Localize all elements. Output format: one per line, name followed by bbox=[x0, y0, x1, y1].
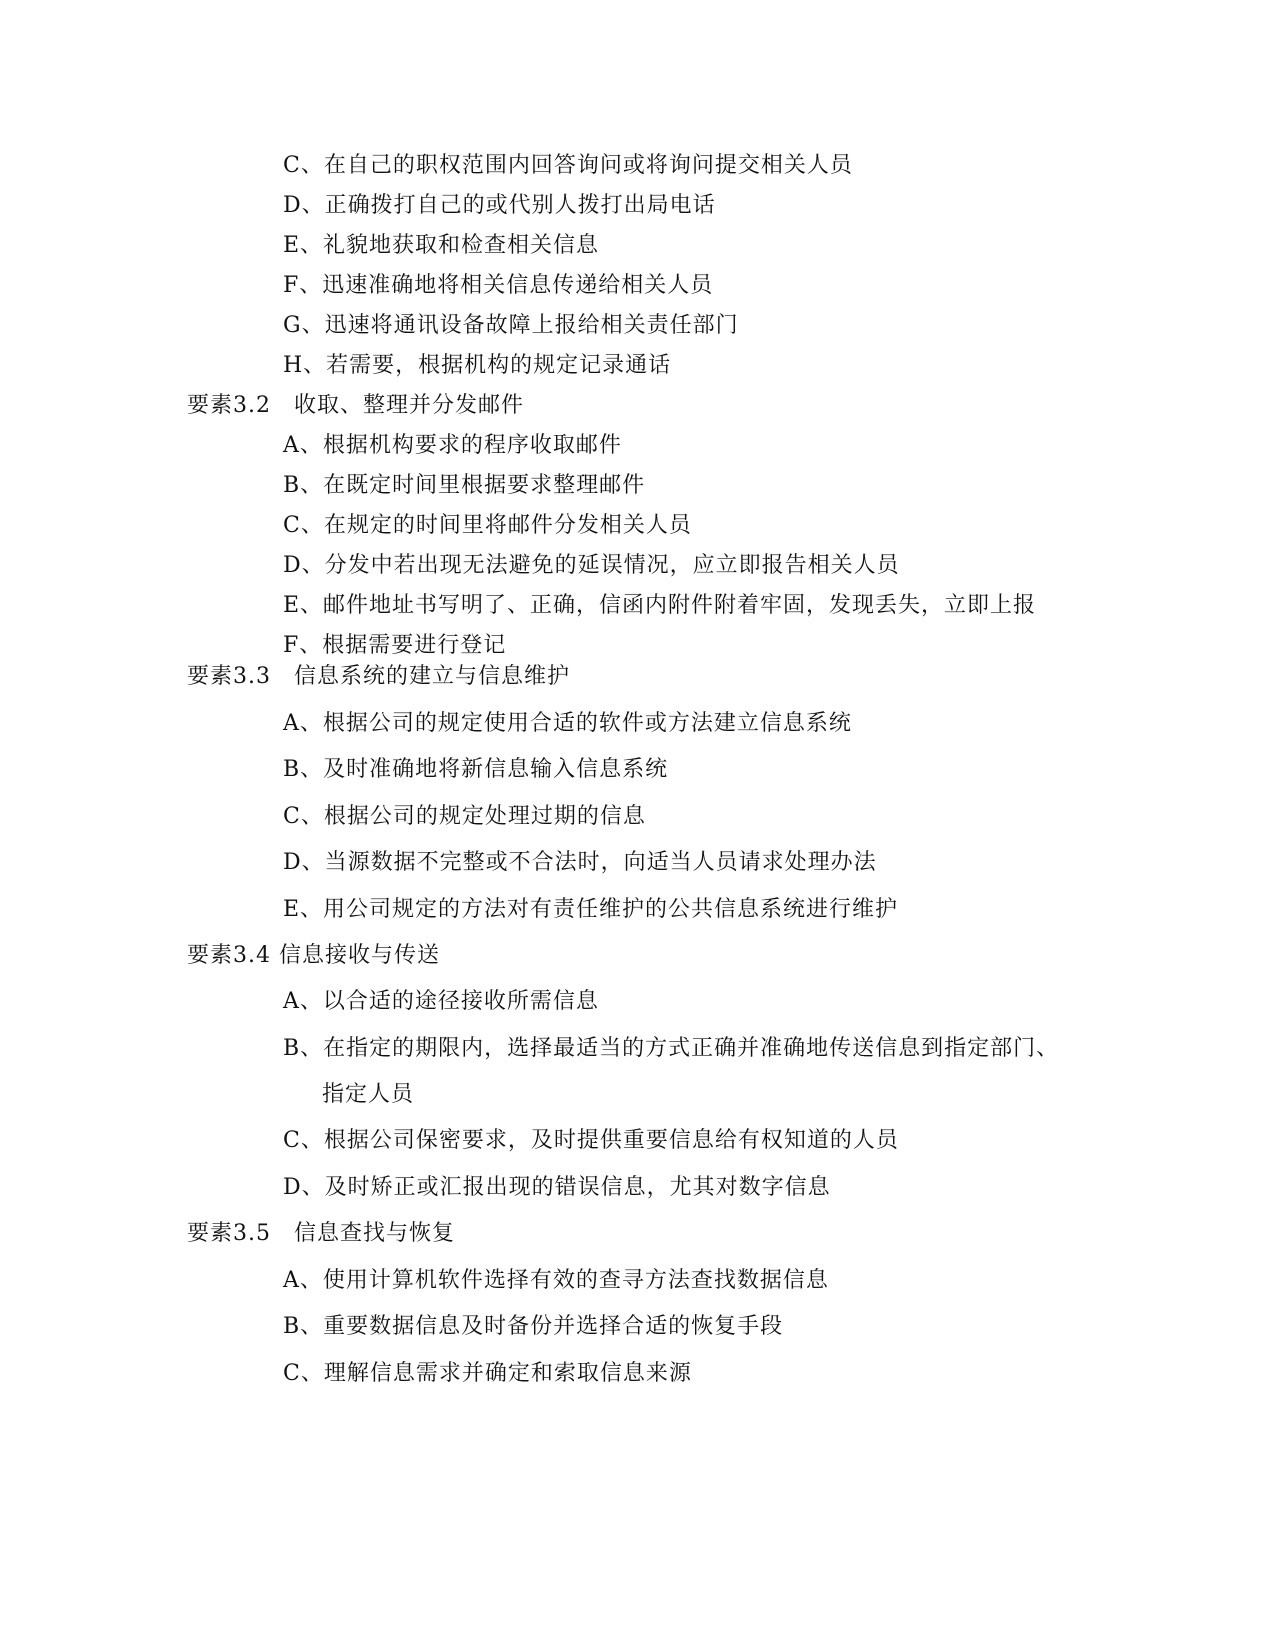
list-item: G、迅速将通讯设备故障上报给相关责任部门 bbox=[283, 313, 739, 338]
list-item: A、根据公司的规定使用合适的软件或方法建立信息系统 bbox=[283, 711, 852, 736]
list-item: C、理解信息需求并确定和索取信息来源 bbox=[283, 1361, 692, 1386]
list-item: A、以合适的途径接收所需信息 bbox=[283, 989, 599, 1014]
list-item: C、根据公司保密要求，及时提供重要信息给有权知道的人员 bbox=[283, 1128, 899, 1153]
section-heading: 要素3.3 信息系统的建立与信息维护 bbox=[187, 664, 570, 689]
list-item: D、分发中若出现无法避免的延误情况，应立即报告相关人员 bbox=[283, 553, 900, 578]
section-heading: 要素3.5 信息查找与恢复 bbox=[187, 1221, 455, 1246]
section-heading: 要素3.2 收取、整理并分发邮件 bbox=[187, 393, 524, 418]
list-item: F、根据需要进行登记 bbox=[283, 633, 507, 658]
list-item: D、正确拨打自己的或代别人拨打出局电话 bbox=[283, 193, 716, 218]
list-item: B、重要数据信息及时备份并选择合适的恢复手段 bbox=[283, 1314, 784, 1339]
list-item: D、当源数据不完整或不合法时，向适当人员请求处理办法 bbox=[283, 850, 877, 875]
list-item: H、若需要，根据机构的规定记录通话 bbox=[283, 353, 672, 378]
list-item: C、根据公司的规定处理过期的信息 bbox=[283, 804, 646, 829]
list-item: B、在指定的期限内，选择最适当的方式正确并准确地传送信息到指定部门、 bbox=[283, 1036, 1060, 1061]
list-item: C、在自己的职权范围内回答询问或将询问提交相关人员 bbox=[283, 153, 853, 178]
list-item-continuation: 指定人员 bbox=[322, 1082, 415, 1107]
list-item: A、根据机构要求的程序收取邮件 bbox=[283, 433, 622, 458]
list-item: C、在规定的时间里将邮件分发相关人员 bbox=[283, 513, 692, 538]
list-item: D、及时矫正或汇报出现的错误信息，尤其对数字信息 bbox=[283, 1175, 831, 1200]
list-item: F、迅速准确地将相关信息传递给相关人员 bbox=[283, 273, 714, 298]
list-item: B、在既定时间里根据要求整理邮件 bbox=[283, 473, 646, 498]
list-item: E、邮件地址书写明了、正确，信函内附件附着牢固，发现丢失，立即上报 bbox=[283, 593, 1037, 618]
list-item: E、礼貌地获取和检查相关信息 bbox=[283, 233, 600, 258]
list-item: B、及时准确地将新信息输入信息系统 bbox=[283, 757, 669, 782]
section-heading: 要素3.4 信息接收与传送 bbox=[187, 943, 440, 968]
list-item: A、使用计算机软件选择有效的查寻方法查找数据信息 bbox=[283, 1268, 829, 1293]
list-item: E、用公司规定的方法对有责任维护的公共信息系统进行维护 bbox=[283, 897, 899, 922]
